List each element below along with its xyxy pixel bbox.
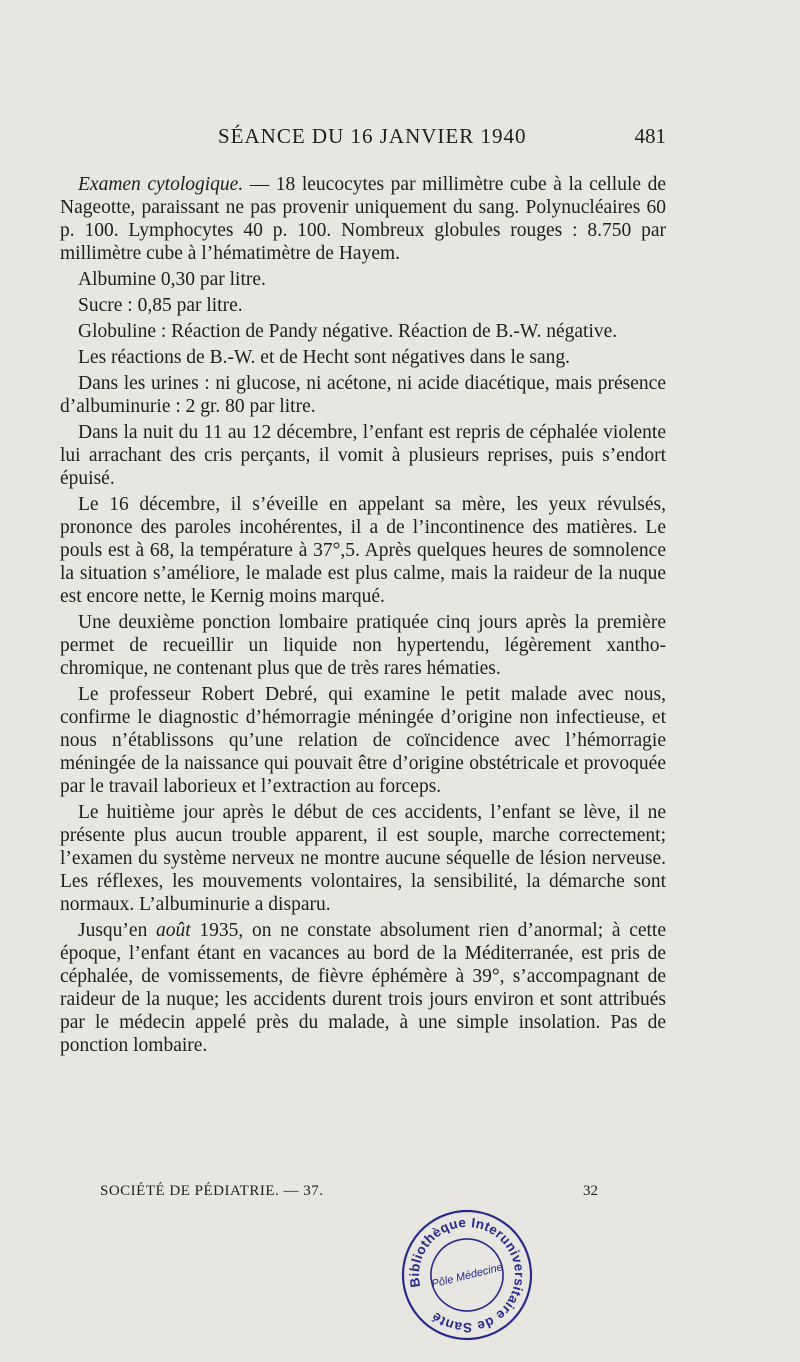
library-stamp <box>398 1205 536 1345</box>
paragraph-cytology <box>60 173 666 265</box>
running-header <box>60 124 666 154</box>
paragraph-reactions: Les réactions de B.-W. et de Hecht sont négatives dans le sang. <box>78 347 571 368</box>
cytology-heading: Examen cytologique. <box>78 174 244 195</box>
aout-rest: 1935, on ne constate absolument rien d’anormal; à cette époque, l’enfant étant en vacances au bord de la Méditerranée, est pris de céphalée, de vomissements, de fièvre éphémère à 39°, s’accompagnant de raideur de la nuque; les accidents durent trois jours environ et sont attribués par le médecin appelé près du malade, à une simple insolation. Pas de ponction lombaire. <box>60 920 666 1056</box>
footer-sheet-number: 32 <box>583 1183 598 1199</box>
paragraph-huitieme-jour: Le huitième jour après le début de ces accidents, l’enfant se lève, il ne présente plus aucun trouble apparent, il est souple, marche correctement; l’examen du système nerveux ne montre aucune séquelle de lésion nerveuse. Les réflexes, les mouvements volontaires, la sensibilité, la démarche sont normaux. L’albuminurie a disparu. <box>60 802 666 915</box>
running-title: SÉANCE DU 16 JANVIER 1940 <box>218 124 527 148</box>
footer-signature: SOCIÉTÉ DE PÉDIATRIE. — 37. <box>100 1183 324 1199</box>
paragraph-globuline: Globuline : Réaction de Pandy négative. Réaction de B.-W. négative. <box>78 321 618 342</box>
cytology-text: — 18 leucocytes par millimètre cube à la cellule de Nageotte, paraissant ne pas provenir uniquement du sang. Polynucléaires 60 p. 100. Lymphocytes 40 p. 100. Nombreux globules rouges : 8.750 par millimètre cube à l’hématimètre de Hayem. <box>60 174 666 264</box>
paragraph-aout-1935 <box>60 919 666 1057</box>
page-number: 481 <box>634 124 666 148</box>
paragraph-ponction: Une deuxième ponction lombaire pratiquée cinq jours après la première permet de recueillir un liquide non hypertendu, légèrement xantho-chromique, ne contenant plus que de très rares hématies. <box>60 612 666 679</box>
body-text <box>60 173 666 1060</box>
aout-italic: août <box>156 920 191 941</box>
paragraph-debre: Le professeur Robert Debré, qui examine le petit malade avec nous, confirme le diagnostic d’hémorragie méningée d’origine non infectieuse, et nous n’établissons qu’une relation de coïncidence avec l’hémorragie méningée de la naissance qui pouvait être d’origine obstétricale et provoquée par le travail laborieux et l’extraction au forceps. <box>60 684 666 797</box>
paragraph-albumine: Albumine 0,30 par litre. <box>78 269 266 290</box>
paragraph-nuit: Dans la nuit du 11 au 12 décembre, l’enfant est repris de céphalée violente lui arrachant des cris perçants, il vomit à plusieurs reprises, puis s’endort épuisé. <box>60 422 666 489</box>
page-footer <box>100 1183 598 1200</box>
aout-start: Jusqu’en <box>78 920 157 941</box>
stamp-center-text: Pôle Médecine <box>430 1261 505 1291</box>
paragraph-sucre: Sucre : 0,85 par litre. <box>78 295 243 316</box>
paragraph-urines: Dans les urines : ni glucose, ni acétone, ni acide diacétique, mais présence d’albuminurie : 2 gr. 80 par litre. <box>60 373 666 417</box>
paragraph-16-decembre: Le 16 décembre, il s’éveille en appelant sa mère, les yeux révulsés, prononce des paroles incohérentes, il a de l’incontinence des matières. Le pouls est à 68, la température à 37°,5. Après quelques heures de somnolence la situation s’améliore, le malade est plus calme, mais la raideur de la nuque est encore nette, le Kernig moins marqué. <box>60 494 666 607</box>
stamp-ring-text: Bibliothèque Interuniversitaire de Santé <box>406 1214 528 1336</box>
